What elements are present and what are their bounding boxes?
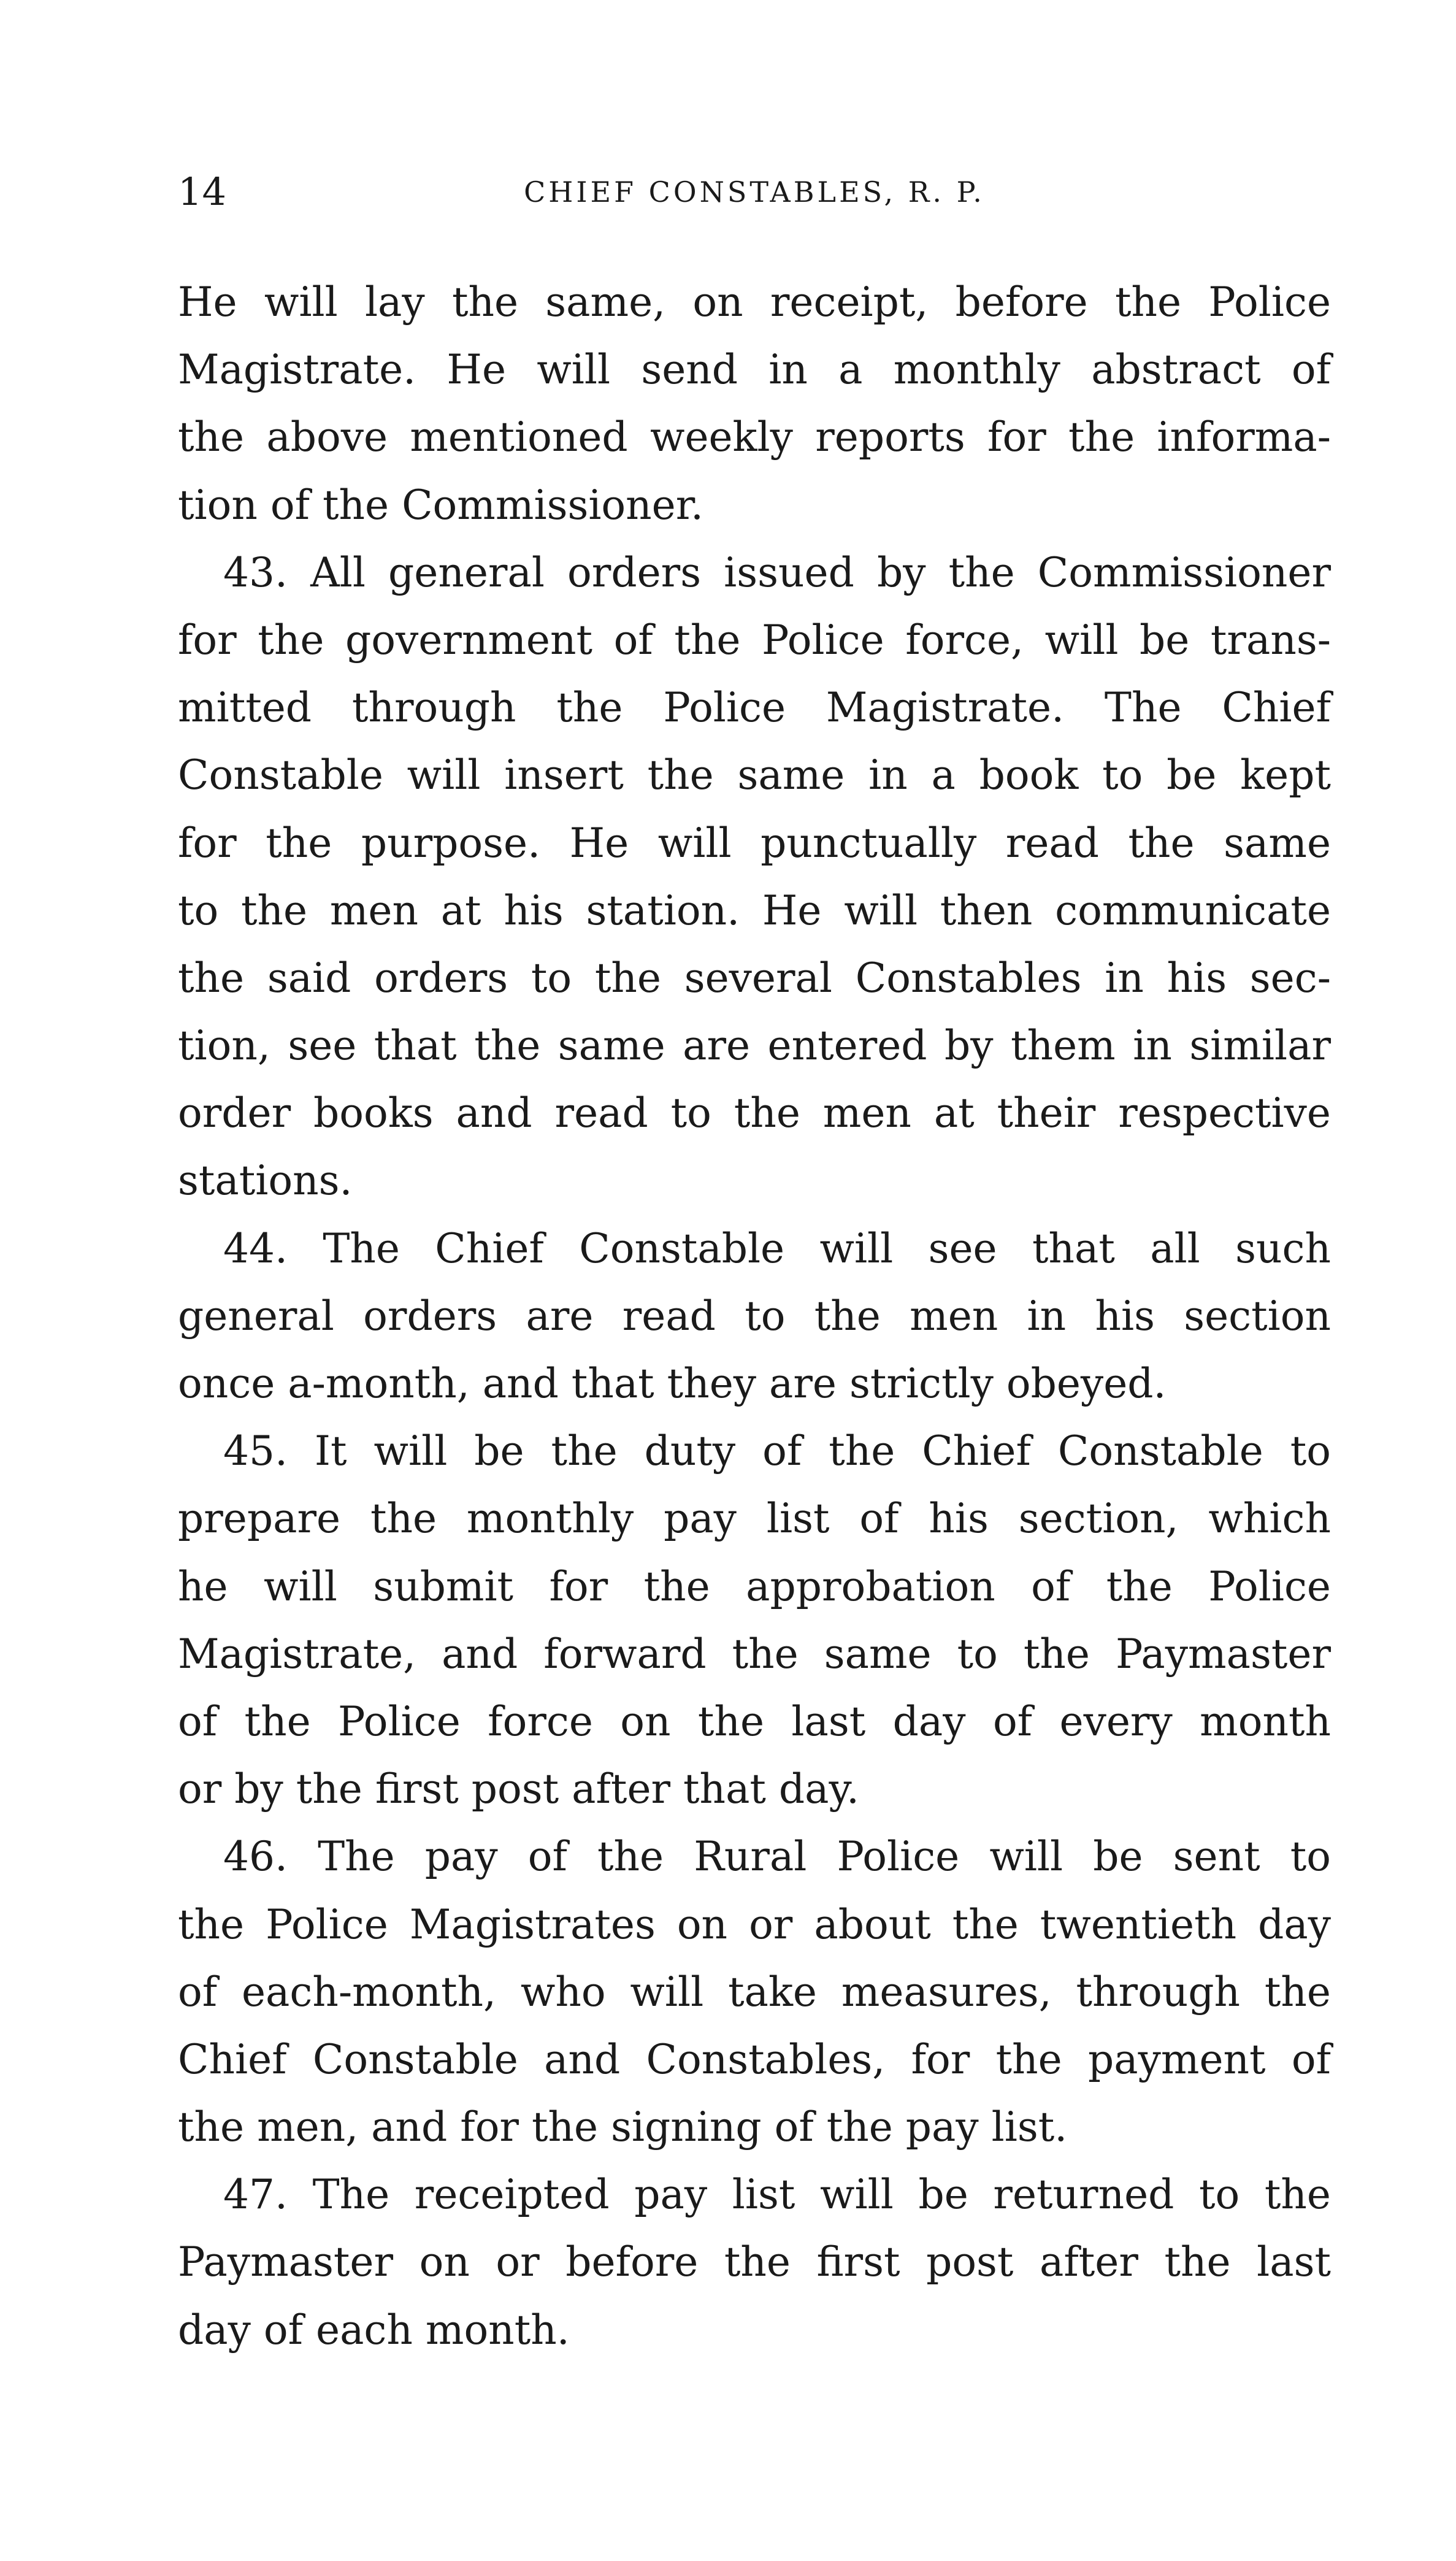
text-line: Chief Constable and Constables, for the payment of (178, 2035, 1331, 2083)
running-head: CHIEF CONSTABLES, R. P. (524, 175, 985, 209)
text-line: tion, see that the same are entered by them in similar (178, 1022, 1331, 1070)
paragraph-43-start: 43. All general orders issued by the Commissioner (223, 548, 1331, 596)
text-line: order books and read to the men at their respective (178, 1089, 1331, 1137)
text-line: he will submit for the approbation of the Police (178, 1562, 1331, 1610)
page-header (178, 164, 1331, 220)
text-line: once a-month, and that they are strictly obeyed. (178, 1360, 1167, 1407)
text-line: Magistrate, and forward the same to the Paymaster (178, 1630, 1331, 1678)
text-line: for the government of the Police force, will be trans- (178, 616, 1331, 664)
text-line: the said orders to the several Constables in his sec- (178, 954, 1331, 1002)
text-line: He will lay the same, on receipt, before the Police (178, 278, 1331, 326)
paragraph-45-start: 45. It will be the duty of the Chief Constable to (223, 1427, 1331, 1475)
text-line: Magistrate. He will send in a monthly abstract of (178, 346, 1331, 394)
body-text (178, 269, 1331, 2364)
text-line: for the purpose. He will punctually read the same (178, 819, 1331, 867)
text-line: or by the first post after that day. (178, 1765, 860, 1813)
text-line: day of each month. (178, 2306, 570, 2354)
text-line: of the Police force on the last day of every month (178, 1697, 1331, 1745)
text-line: stations. (178, 1157, 353, 1205)
paragraph-47-start: 47. The receipted pay list will be returned to the (223, 2171, 1331, 2219)
text-line: Paymaster on or before the first post after the last (178, 2238, 1331, 2286)
text-line: the above mentioned weekly reports for the informa- (178, 413, 1331, 461)
text-line: general orders are read to the men in his section (178, 1292, 1331, 1340)
text-line: to the men at his station. He will then communicate (178, 886, 1331, 934)
text-line: the men, and for the signing of the pay list. (178, 2103, 1068, 2151)
text-line: tion of the Commissioner. (178, 481, 704, 529)
paragraph-46-start: 46. The pay of the Rural Police will be sent to (223, 1833, 1331, 1881)
text-line: mitted through the Police Magistrate. The Chief (178, 684, 1331, 732)
text-line: of each-month, who will take measures, through the (178, 1968, 1331, 2016)
paragraph-44-start: 44. The Chief Constable will see that all such (223, 1224, 1331, 1272)
text-line: the Police Magistrates on or about the twentieth day (178, 1900, 1331, 1948)
text-line: Constable will insert the same in a book to be kept (178, 751, 1331, 799)
text-line: prepare the monthly pay list of his section, which (178, 1495, 1331, 1543)
page-number: 14 (178, 169, 226, 214)
